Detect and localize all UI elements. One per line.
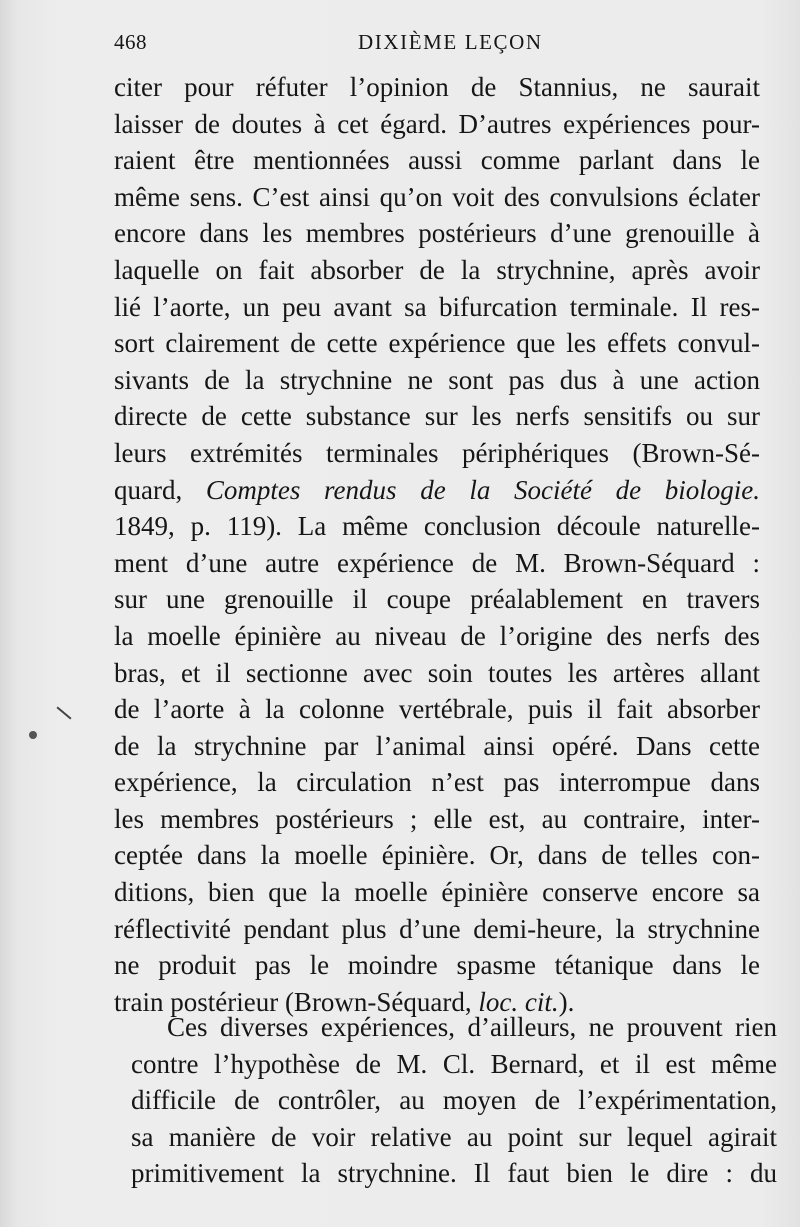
text-line: laisser de doutes à cet égard. D’autres expériences pour- [114, 108, 760, 139]
text-line: laquelle on fait absorber de la strychnine, après avoir [114, 254, 760, 285]
text-line: même sens. C’est ainsi qu’on voit des convulsions éclater [114, 181, 760, 212]
text-line: de l’aorte à la colonne vertébrale, puis il fait absorber [114, 694, 760, 725]
running-head: DIXIÈME LEÇON [358, 30, 543, 54]
text-line: sa manière de voir relative au point sur lequel agirait [131, 1121, 777, 1152]
text-line: leurs extrémités terminales périphériques (Brown-Sé- [114, 437, 760, 468]
citation-prefix: quard, [114, 474, 206, 505]
page-number: 468 [114, 30, 147, 54]
paragraph-2 [131, 1009, 777, 1192]
text-line: directe de cette substance sur les nerfs sensitifs ou sur [114, 401, 760, 432]
text-line: sur une grenouille il coupe préalablement en travers [114, 584, 760, 615]
text-line: difficile de contrôler, au moyen de l’expérimentation, [131, 1085, 777, 1116]
text-line: sivants de la strychnine ne sont pas dus à une action [114, 364, 760, 395]
text-line: Ces diverses expériences, d’ailleurs, ne prouvent rien [167, 1012, 777, 1042]
text-line: raient être mentionnées aussi comme parlant dans le [114, 145, 760, 176]
text-line: ne produit pas le moindre spasme tétanique dans le [114, 950, 760, 981]
text-line: bras, et il sectionne avec soin toutes les artères allant [114, 657, 760, 688]
margin-tick [56, 706, 71, 719]
text-line: réflectivité pendant plus d’une demi-heure, la strychnine [114, 913, 760, 944]
text-line: contre l’hypothèse de M. Cl. Bernard, et il est même [131, 1048, 777, 1079]
text-line: primitivement la strychnine. Il faut bien le dire : du [131, 1158, 777, 1189]
text-line: 1849, p. 119). La même conclusion découle naturelle- [114, 511, 760, 542]
text-line: de la strychnine par l’animal ainsi opéré. Dans cette [114, 730, 760, 761]
text-line: ditions, bien que la moelle épinière conserve encore sa [114, 877, 760, 908]
text-line: expérience, la circulation n’est pas interrompue dans [114, 767, 760, 798]
text-line: ment d’une autre expérience de M. Brown-Séquard : [114, 547, 760, 578]
loc-cit: loc. cit. [478, 986, 559, 1017]
text-line: ceptée dans la moelle épinière. Or, dans de telles con- [114, 840, 760, 871]
text-line: lié l’aorte, un peu avant sa bifurcation terminale. Il res- [114, 291, 760, 322]
text-line: citer pour réfuter l’opinion de Stannius, ne saurait [114, 72, 760, 102]
text-line: encore dans les membres postérieurs d’une grenouille à [114, 218, 760, 249]
page-header [114, 30, 750, 62]
paragraph-1 [114, 69, 760, 1020]
text-line: sort clairement de cette expérience que les effets convul- [114, 328, 760, 359]
margin-dot [29, 731, 37, 739]
citation-line [114, 472, 760, 509]
final-line-end: ). [558, 986, 575, 1017]
final-line-text: train postérieur (Brown-Séquard, [114, 986, 479, 1017]
text-line: les membres postérieurs ; elle est, au contraire, inter- [114, 803, 760, 834]
text-line: la moelle épinière au niveau de l’origine des nerfs des [114, 620, 760, 651]
journal-title: Comptes rendus de la Société de biologie. [205, 474, 760, 505]
